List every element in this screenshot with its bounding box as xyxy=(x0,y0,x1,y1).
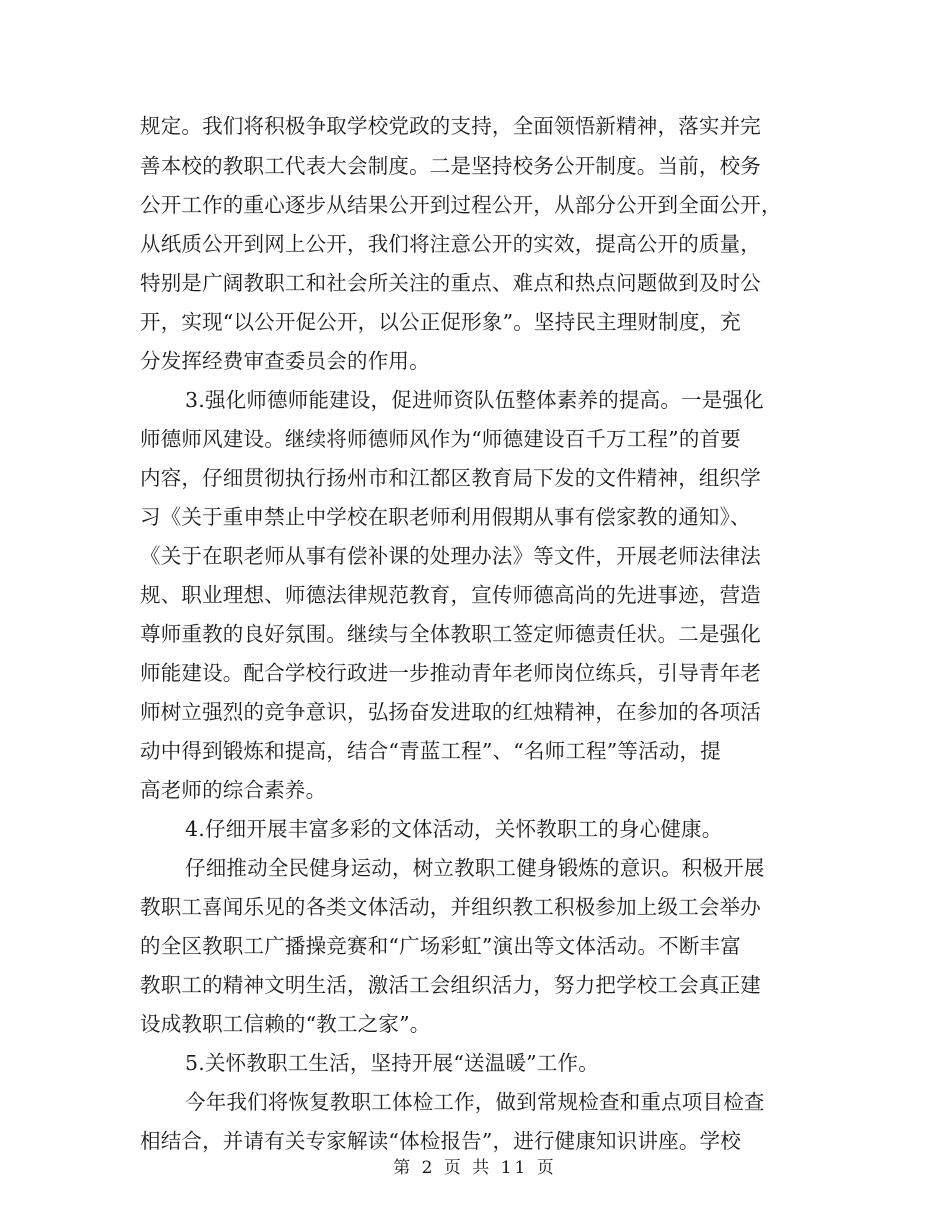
text-line-21: 教职工喜闻乐见的各类文体活动，并组织教工积极参加上级工会举办 xyxy=(140,895,761,919)
text-line-8: 3.强化师德师能建设，促进师资队伍整体素养的提高。一是强化 xyxy=(185,388,764,412)
text-line-27: 相结合，并请有关专家解读“体检报告”，进行健康知识讲座。学校 xyxy=(140,1129,741,1153)
text-line-16: 师树立强烈的竞争意识，弘扬奋发进取的红烛精神，在参加的各项活 xyxy=(140,700,761,724)
text-line-4: 从纸质公开到网上公开，我们将注意公开的实效，提高公开的质量， xyxy=(140,232,761,256)
text-line-12: 《关于在职老师从事有偿补课的处理办法》等文件，开展老师法律法 xyxy=(140,544,761,568)
text-line-5: 特别是广阔教职工和社会所关注的重点、难点和热点问题做到及时公 xyxy=(140,271,761,295)
text-line-6: 开，实现“以公开促公开，以公正促形象”。坚持民主理财制度，充 xyxy=(140,310,741,334)
text-line-23: 教职工的精神文明生活，激活工会组织活力，努力把学校工会真正建 xyxy=(140,973,761,997)
text-line-25: 5.关怀教职工生活，坚持开展“送温暖”工作。 xyxy=(185,1051,599,1075)
page-number-footer: 第 2 页 共 11 页 xyxy=(393,1158,557,1178)
text-line-19: 4.仔细开展丰富多彩的文体活动，关怀教职工的身心健康。 xyxy=(185,817,723,841)
text-line-20: 仔细推动全民健身运动，树立教职工健身锻炼的意识。积极开展 xyxy=(185,856,765,880)
text-line-10: 内容，仔细贯彻执行扬州市和江都区教育局下发的文件精神，组织学 xyxy=(140,466,761,490)
text-line-17: 动中得到锻炼和提高，结合“青蓝工程”、“名师工程”等活动，提 xyxy=(140,739,721,763)
text-line-7: 分发挥经费审查委员会的作用。 xyxy=(140,349,430,373)
text-line-2: 善本校的教职工代表大会制度。二是坚持校务公开制度。当前，校务 xyxy=(140,154,761,178)
text-line-14: 尊师重教的良好氛围。继续与全体教职工签定师德责任状。二是强化 xyxy=(140,622,761,646)
text-line-13: 规、职业理想、师德法律规范教育，宣传师德高尚的先进事迹，营造 xyxy=(140,583,761,607)
text-line-3: 公开工作的重心逐步从结果公开到过程公开，从部分公开到全面公开， xyxy=(140,193,782,217)
text-line-26: 今年我们将恢复教职工体检工作，做到常规检查和重点项目检查 xyxy=(185,1090,765,1114)
text-line-11: 习《关于重申禁止中学校在职老师利用假期从事有偿家教的通知》、 xyxy=(140,505,751,529)
text-line-22: 的全区教职工广播操竞赛和“广场彩虹”演出等文体活动。不断丰富 xyxy=(140,934,741,958)
text-line-24: 设成教职工信赖的“教工之家”。 xyxy=(140,1012,431,1036)
text-line-15: 师能建设。配合学校行政进一步推动青年老师岗位练兵，引导青年老 xyxy=(140,661,761,685)
text-line-1: 规定。我们将积极争取学校党政的支持，全面领悟新精神，落实并完 xyxy=(140,114,761,138)
text-line-9: 师德师风建设。继续将师德师风作为“师德建设百千万工程”的首要 xyxy=(140,427,741,451)
text-line-18: 高老师的综合素养。 xyxy=(140,778,327,802)
